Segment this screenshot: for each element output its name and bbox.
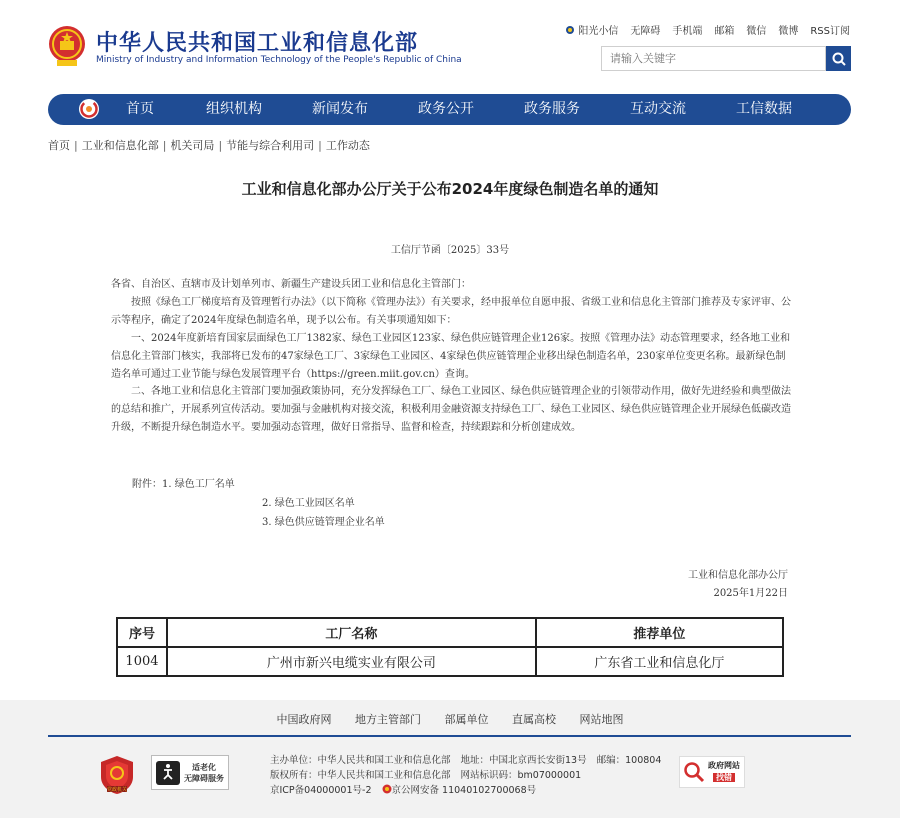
signature-org: 工业和信息化部办公厅 [688,570,788,581]
factory-table [116,617,784,677]
footer-info-line-3 [270,783,661,798]
party-badge-text: 党政机关 [106,787,128,793]
breadcrumb-energy-dept[interactable]: 节能与综合利用司 [226,139,315,152]
attachment-1[interactable]: 附件：1. 绿色工厂名单 [132,479,235,490]
footer-copyright: 版权所有：中华人民共和国工业和信息化部 [270,770,451,781]
top-link-accessibility[interactable]: 无障碍 [630,26,661,37]
table-cell-recommender: 广东省工业和信息化厅 [536,647,783,676]
miit-logo-icon[interactable] [78,98,100,120]
nav-item-home[interactable]: 首页 [126,101,154,117]
elderly-accessibility-badge[interactable] [151,755,229,790]
footer-divider [48,735,851,737]
attachment-2[interactable]: 2. 绿色工业园区名单 [262,498,355,509]
sunshine-icon [565,25,575,35]
accessibility-badge-line1: 适老化 [192,762,216,772]
article-paragraph-3: 二、各地工业和信息化主管部门要加强政策协同，充分发挥绿色工厂、绿色工业园区、绿色供应链管理企业的引领带动作用，做好先进经验和典型做法的总结和推广，开展系列宣传活动。要加强与金融机构对接交流，积极利用金融资源支持绿色工厂、绿色工业园区、绿色供应链管理企业开展绿色低碳改造升级，不断提升绿色制造水平。要加强动态管理，做好日常指导、监督和检查，持续跟踪和分析创建成效。 [111,386,791,433]
table-row [117,647,783,676]
accessibility-badge-line2: 无障碍服务 [184,773,224,783]
nav-item-data[interactable]: 工信数据 [736,101,792,117]
top-link-mobile[interactable]: 手机端 [672,26,703,37]
nav-item-gov-services[interactable]: 政务服务 [524,101,580,117]
breadcrumb-ministry[interactable]: 工业和信息化部 [81,139,159,152]
article-salutation: 各省、自治区、直辖市及计划单列市、新疆生产建设兵团工业和信息化主管部门： [111,279,471,290]
footer-info-line-1 [270,753,661,768]
accessibility-badge-text [184,762,224,784]
attachment-3[interactable]: 3. 绿色供应链管理企业名单 [262,517,385,528]
top-link-wechat[interactable]: 微信 [746,26,767,37]
footer-info [270,753,661,798]
footer-link-universities[interactable]: 直属高校 [512,713,556,726]
footer-info-line-2 [270,768,661,783]
nav-item-news[interactable]: 新闻发布 [312,101,368,117]
nav-item-organization[interactable]: 组织机构 [206,101,262,117]
top-link-rss[interactable]: RSS订阅 [810,26,850,37]
footer-link-affiliated[interactable]: 部属单位 [444,713,489,726]
gov-site-error-badge[interactable] [679,756,745,788]
table-header-factory-name: 工厂名称 [167,618,536,647]
footer-site-id: 网站标识码：bm07000001 [460,770,582,781]
police-badge-icon [382,784,392,794]
gov-badge-line2: 找错 [713,773,735,782]
article-paragraph-1: 按照《绿色工厂梯度培育及管理暂行办法》（以下简称《管理办法》）有关要求，经申报单位自愿申报、省级工业和信息化主管部门推荐及专家评审、公示等程序，确定了2024年度绿色制造名单，现予以公布。有关事项通知如下： [111,297,791,326]
breadcrumb-separator: | [318,139,322,152]
table-cell-factory-name: 广州市新兴电缆实业有限公司 [167,647,536,676]
nav-items [118,94,792,125]
signature-date: 2025年1月22日 [713,588,788,599]
footer-link-local[interactable]: 地方主管部门 [355,713,421,726]
search-input[interactable] [601,46,826,71]
table-cell-index: 1004 [117,647,167,676]
main-nav [48,94,851,125]
top-link-weibo[interactable]: 微博 [778,26,799,37]
table-header-index: 序号 [117,618,167,647]
footer-address: 地址：中国北京西长安街13号 [460,755,587,766]
top-links [565,22,850,37]
site-footer [0,700,900,818]
gov-badge-text [708,760,740,784]
search-button[interactable] [826,46,851,71]
doc-number: 工信厅节函〔2025〕33号 [390,245,510,256]
top-link-mail[interactable]: 邮箱 [714,26,735,37]
footer-link-gov[interactable]: 中国政府网 [276,713,332,726]
site-title-en: Ministry of Industry and Information Technology of the People's Republic of China [96,55,462,65]
party-gov-badge-icon[interactable] [99,755,135,795]
article-paragraph-2: 一、2024年度新培育国家层面绿色工厂1382家、绿色工业园区123家、绿色供应链管理企业126家。按照《管理办法》动态管理要求，经各地工业和信息化主管部门核实，我部将已发布的47家绿色工厂、3家绿色工业园区、4家绿色供应链管理企业移出绿色制造名单，230家单位变更名称。最新绿色制造名单可通过工业节能与绿色发展管理平台（https://green.miit.gov.cn）查询。 [111,333,791,380]
top-link-sunshine[interactable] [565,22,618,37]
footer-police[interactable]: 京公网安备 11040102700068号 [391,785,537,796]
gov-badge-line1: 政府网站 [708,761,740,770]
breadcrumb-separator: | [162,139,167,152]
magnifier-icon [683,761,705,783]
accessibility-icon [156,761,180,785]
article-title: 工业和信息化部办公厅关于公布2024年度绿色制造名单的通知 [241,180,659,198]
footer-icp[interactable]: 京ICP备04000001号-2 [270,785,372,796]
footer-postcode: 邮编：100804 [596,755,662,766]
national-emblem-icon[interactable] [48,24,86,68]
footer-link-sitemap[interactable]: 网站地图 [579,713,624,726]
footer-links [0,711,900,727]
site-header [0,0,900,90]
site-title-cn[interactable]: 中华人民共和国工业和信息化部 [96,31,419,56]
search-icon [832,52,846,66]
table-header-recommender: 推荐单位 [536,618,783,647]
table-header-row [117,618,783,647]
footer-sponsor: 主办单位：中华人民共和国工业和信息化部 [270,755,451,766]
breadcrumb-home[interactable]: 首页 [48,139,70,152]
breadcrumb-departments[interactable]: 机关司局 [170,139,215,152]
top-link-label: 阳光小信 [578,26,619,37]
nav-item-gov-affairs[interactable]: 政务公开 [418,101,474,117]
breadcrumb-work-news[interactable]: 工作动态 [325,139,370,152]
breadcrumb-separator: | [74,139,78,152]
breadcrumb [48,137,370,153]
breadcrumb-separator: | [218,139,223,152]
nav-item-interaction[interactable]: 互动交流 [630,101,686,117]
